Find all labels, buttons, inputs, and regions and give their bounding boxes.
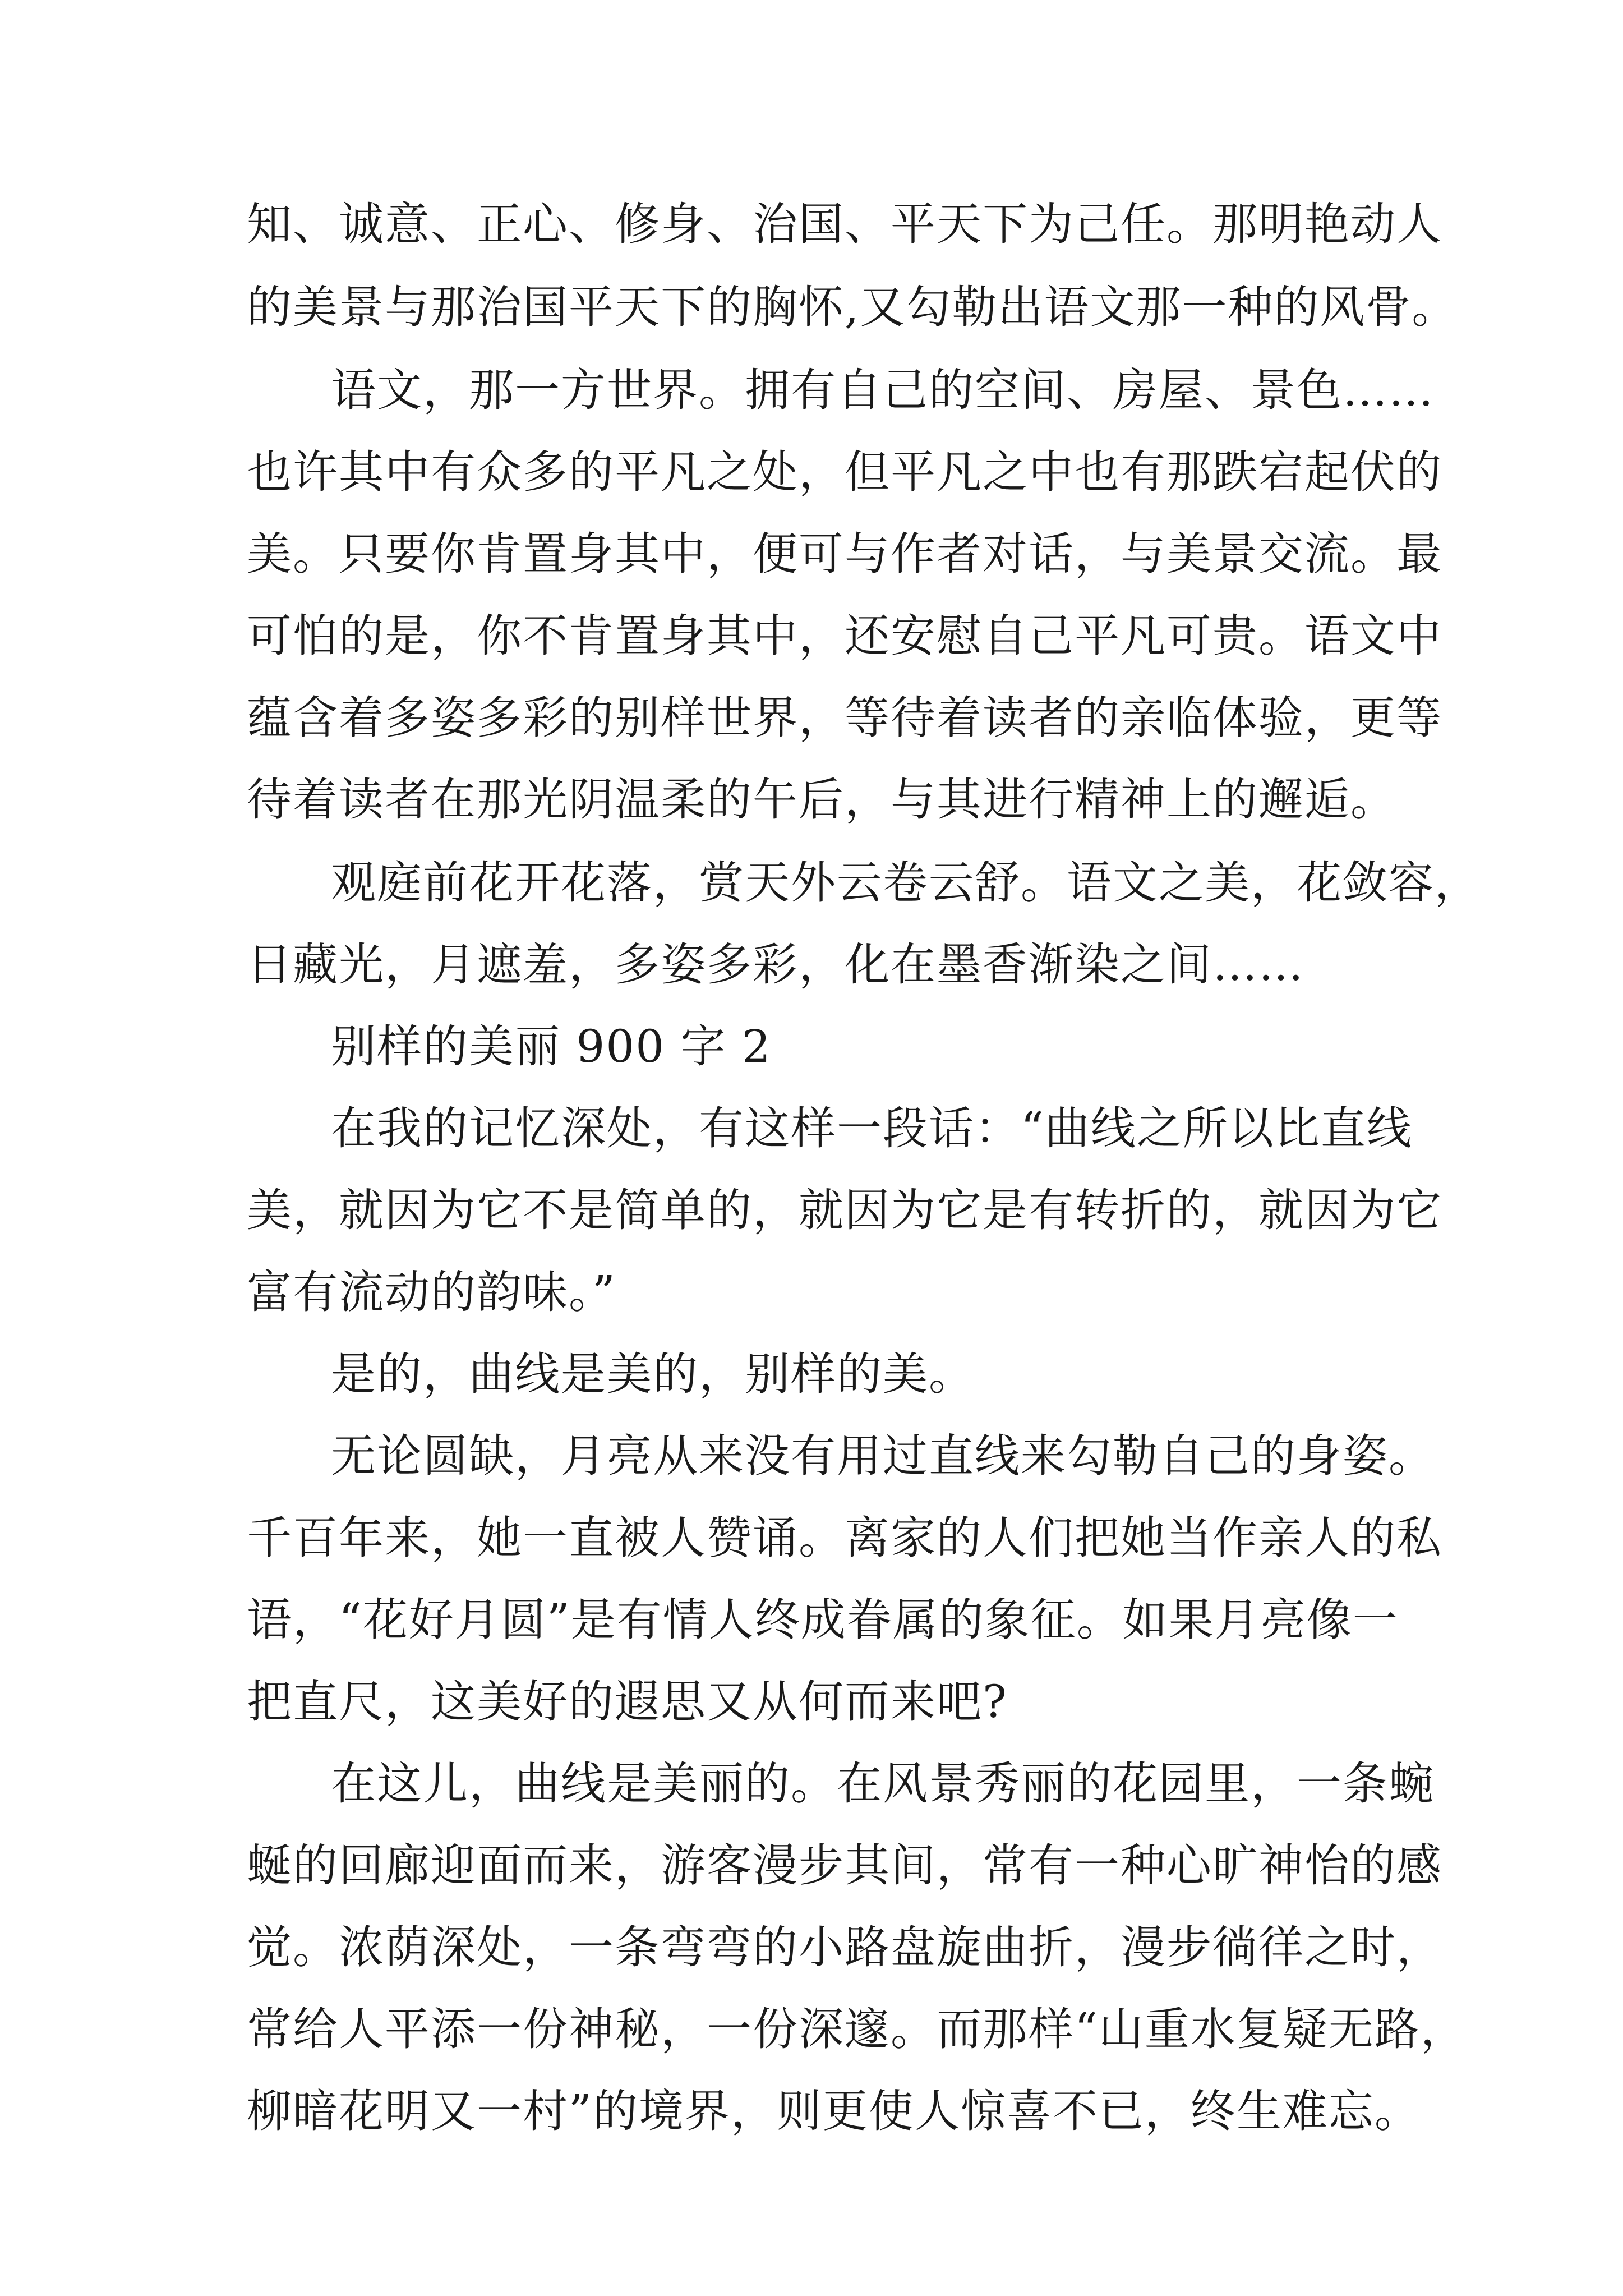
text-line: 日藏光，月遮羞，多姿多彩，化在墨香渐染之间…… xyxy=(247,938,1304,991)
paragraph-start-line: 观庭前花开花落，赏天外云卷云舒。语文之美，花敛容， xyxy=(331,857,1481,909)
text-line: 语，“花好月圆”是有情人终成眷属的象征。如果月亮像一 xyxy=(247,1594,1399,1646)
text-line: 千百年来，她一直被人赞诵。离家的人们把她当作亲人的私 xyxy=(247,1512,1442,1564)
paragraph-start-line: 语文，那一方世界。拥有自己的空间、房屋、景色…… xyxy=(331,364,1435,416)
text-line: 的美景与那治国平天下的胸怀,又勾勒出语文那一种的风骨。 xyxy=(247,281,1458,333)
section-heading: 别样的美丽 900 字 2 xyxy=(331,1020,772,1073)
text-line: 柳暗花明又一村”的境界，则更使人惊喜不已，终生难忘。 xyxy=(247,2085,1421,2137)
paragraph-start-line: 无论圆缺，月亮从来没有用过直线来勾勒自己的身姿。 xyxy=(331,1430,1435,1482)
text-line: 知、诚意、正心、修身、治国、平天下为己任。那明艳动人 xyxy=(247,198,1442,250)
text-line: 常给人平添一份神秘，一份深邃。而那样“山重水复疑无路， xyxy=(247,2003,1467,2055)
text-line: 觉。浓荫深处，一条弯弯的小路盘旋曲折，漫步徜徉之时， xyxy=(247,1921,1442,1973)
text-line: 待着读者在那光阴温柔的午后，与其进行精神上的邂逅。 xyxy=(247,774,1396,826)
text-line: 富有流动的韵味。” xyxy=(247,1266,616,1318)
text-line: 也许其中有众多的平凡之处，但平凡之中也有那跌宕起伏的 xyxy=(247,446,1442,498)
paragraph-start-line: 在这儿，曲线是美丽的。在风景秀丽的花园里，一条蜿 xyxy=(331,1757,1435,1810)
text-line: 美。只要你肯置身其中，便可与作者对话，与美景交流。最 xyxy=(247,528,1442,580)
paragraph-start-line: 是的，曲线是美的，别样的美。 xyxy=(331,1348,975,1400)
text-line: 蕴含着多姿多彩的别样世界，等待着读者的亲临体验，更等 xyxy=(247,692,1442,744)
paragraph-start-line: 在我的记忆深处，有这样一段话：“曲线之所以比直线 xyxy=(331,1102,1413,1154)
text-line: 把直尺，这美好的遐思又从何而来吧? xyxy=(247,1676,1008,1728)
text-line: 可怕的是，你不肯置身其中，还安慰自己平凡可贵。语文中 xyxy=(247,610,1442,662)
text-line: 蜒的回廊迎面而来，游客漫步其间，常有一种心旷神怡的感 xyxy=(247,1839,1442,1892)
text-line: 美，就因为它不是简单的，就因为它是有转折的，就因为它 xyxy=(247,1184,1442,1236)
